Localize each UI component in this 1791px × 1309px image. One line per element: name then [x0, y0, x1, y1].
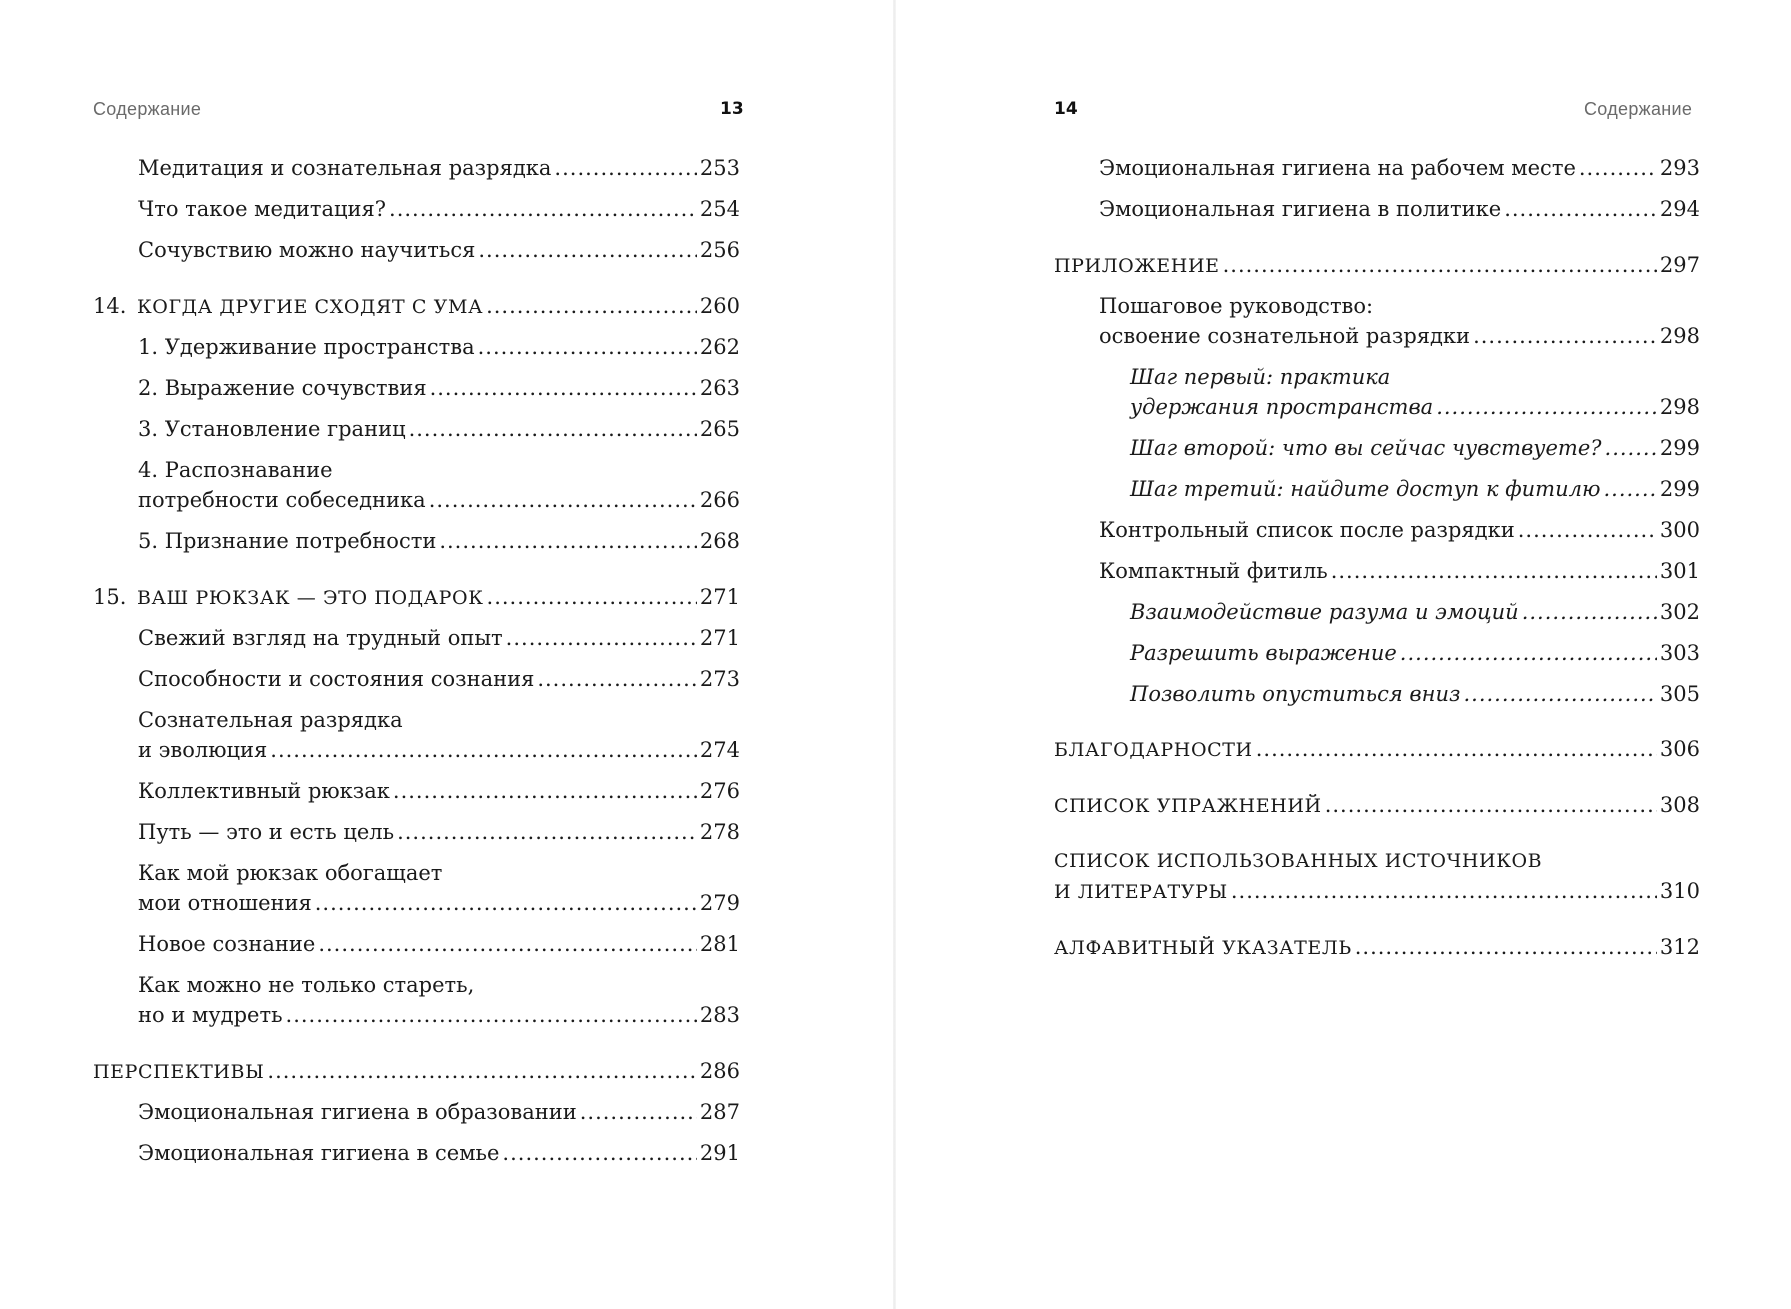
toc-entry[interactable]: 1. Удерживание пространства ..... 262 [93, 332, 740, 362]
toc-entry[interactable]: 3. Установление границ ..... 265 [93, 414, 740, 444]
toc-entry[interactable]: Пошаговое руководство: освоение сознательной разрядки ..... 298 [1054, 291, 1700, 351]
toc-entry[interactable]: Способности и состояния сознания ..... 273 [93, 664, 740, 694]
toc-entry[interactable]: Как мой рюкзак обогащает мои отношения ..... 279 [93, 858, 740, 918]
toc-section-perspectives[interactable]: ПЕРСПЕКТИВЫ ..... 286 [93, 1056, 740, 1087]
toc-entry[interactable]: Сознательная разрядка и эволюция ..... 274 [93, 705, 740, 765]
running-head-left: Содержание [93, 99, 202, 119]
toc-chapter-14[interactable]: 14. КОГДА ДРУГИЕ СХОДЯТ С УМА ..... 260 [93, 291, 740, 322]
toc-entry[interactable]: Медитация и сознательная разрядка ..... 253 [93, 153, 740, 183]
toc-entry[interactable]: Сочувствию можно научиться ..... 256 [93, 235, 740, 265]
toc-subentry[interactable]: Разрешить выражение ..... 303 [1054, 638, 1700, 668]
toc-section-references[interactable]: СПИСОК ИСПОЛЬЗОВАННЫХ ИСТОЧНИКОВ И ЛИТЕРАТУРЫ ..... 310 [1054, 846, 1700, 907]
toc-entry[interactable]: Что такое медитация? ..... 254 [93, 194, 740, 224]
toc-entry[interactable]: 4. Распознавание потребности собеседника ..... 266 [93, 455, 740, 515]
toc-entry[interactable]: Путь — это и есть цель ..... 278 [93, 817, 740, 847]
toc-entry[interactable]: Эмоциональная гигиена в образовании ..... 287 [93, 1097, 740, 1127]
running-head-right: Содержание [1584, 99, 1693, 119]
toc-subentry[interactable]: Взаимодействие разума и эмоций ..... 302 [1054, 597, 1700, 627]
toc-subentry[interactable]: Шаг первый: практика удержания пространства ..... 298 [1054, 362, 1700, 422]
toc-entry[interactable]: Контрольный список после разрядки ..... 300 [1054, 515, 1700, 545]
toc-section-index[interactable]: АЛФАВИТНЫЙ УКАЗАТЕЛЬ ..... 312 [1054, 932, 1700, 963]
toc-chapter-15[interactable]: 15. ВАШ РЮКЗАК — ЭТО ПОДАРОК ..... 271 [93, 582, 740, 613]
toc-entry[interactable]: Свежий взгляд на трудный опыт ..... 271 [93, 623, 740, 653]
toc-entry[interactable]: Эмоциональная гигиена в политике ..... 294 [1054, 194, 1700, 224]
toc-entry[interactable]: Эмоциональная гигиена на рабочем месте ..... 293 [1054, 153, 1700, 183]
toc-entry[interactable]: 5. Признание потребности ..... 268 [93, 526, 740, 556]
toc-section-acknowledgements[interactable]: БЛАГОДАРНОСТИ ..... 306 [1054, 734, 1700, 765]
toc-section-exercises[interactable]: СПИСОК УПРАЖНЕНИЙ ..... 308 [1054, 790, 1700, 821]
toc-entry[interactable]: Эмоциональная гигиена в семье ..... 291 [93, 1138, 740, 1168]
toc-subentry[interactable]: Шаг третий: найдите доступ к фитилю ..... 299 [1054, 474, 1700, 504]
toc-subentry[interactable]: Шаг второй: что вы сейчас чувствуете? ..... 299 [1054, 433, 1700, 463]
toc-entry[interactable]: Как можно не только стареть, но и мудреть ..... 283 [93, 970, 740, 1030]
toc-entry[interactable]: Новое сознание ..... 281 [93, 929, 740, 959]
page-number-right: 14 [1054, 99, 1078, 119]
toc-entry[interactable]: 2. Выражение сочувствия ..... 263 [93, 373, 740, 403]
right-page [896, 0, 1791, 1309]
toc-entry[interactable]: Коллективный рюкзак ..... 276 [93, 776, 740, 806]
toc-entry[interactable]: Компактный фитиль ..... 301 [1054, 556, 1700, 586]
left-page [0, 0, 894, 1309]
page-number-left: 13 [720, 99, 744, 119]
toc-subentry[interactable]: Позволить опуститься вниз ..... 305 [1054, 679, 1700, 709]
toc-section-appendix[interactable]: ПРИЛОЖЕНИЕ ..... 297 [1054, 250, 1700, 281]
